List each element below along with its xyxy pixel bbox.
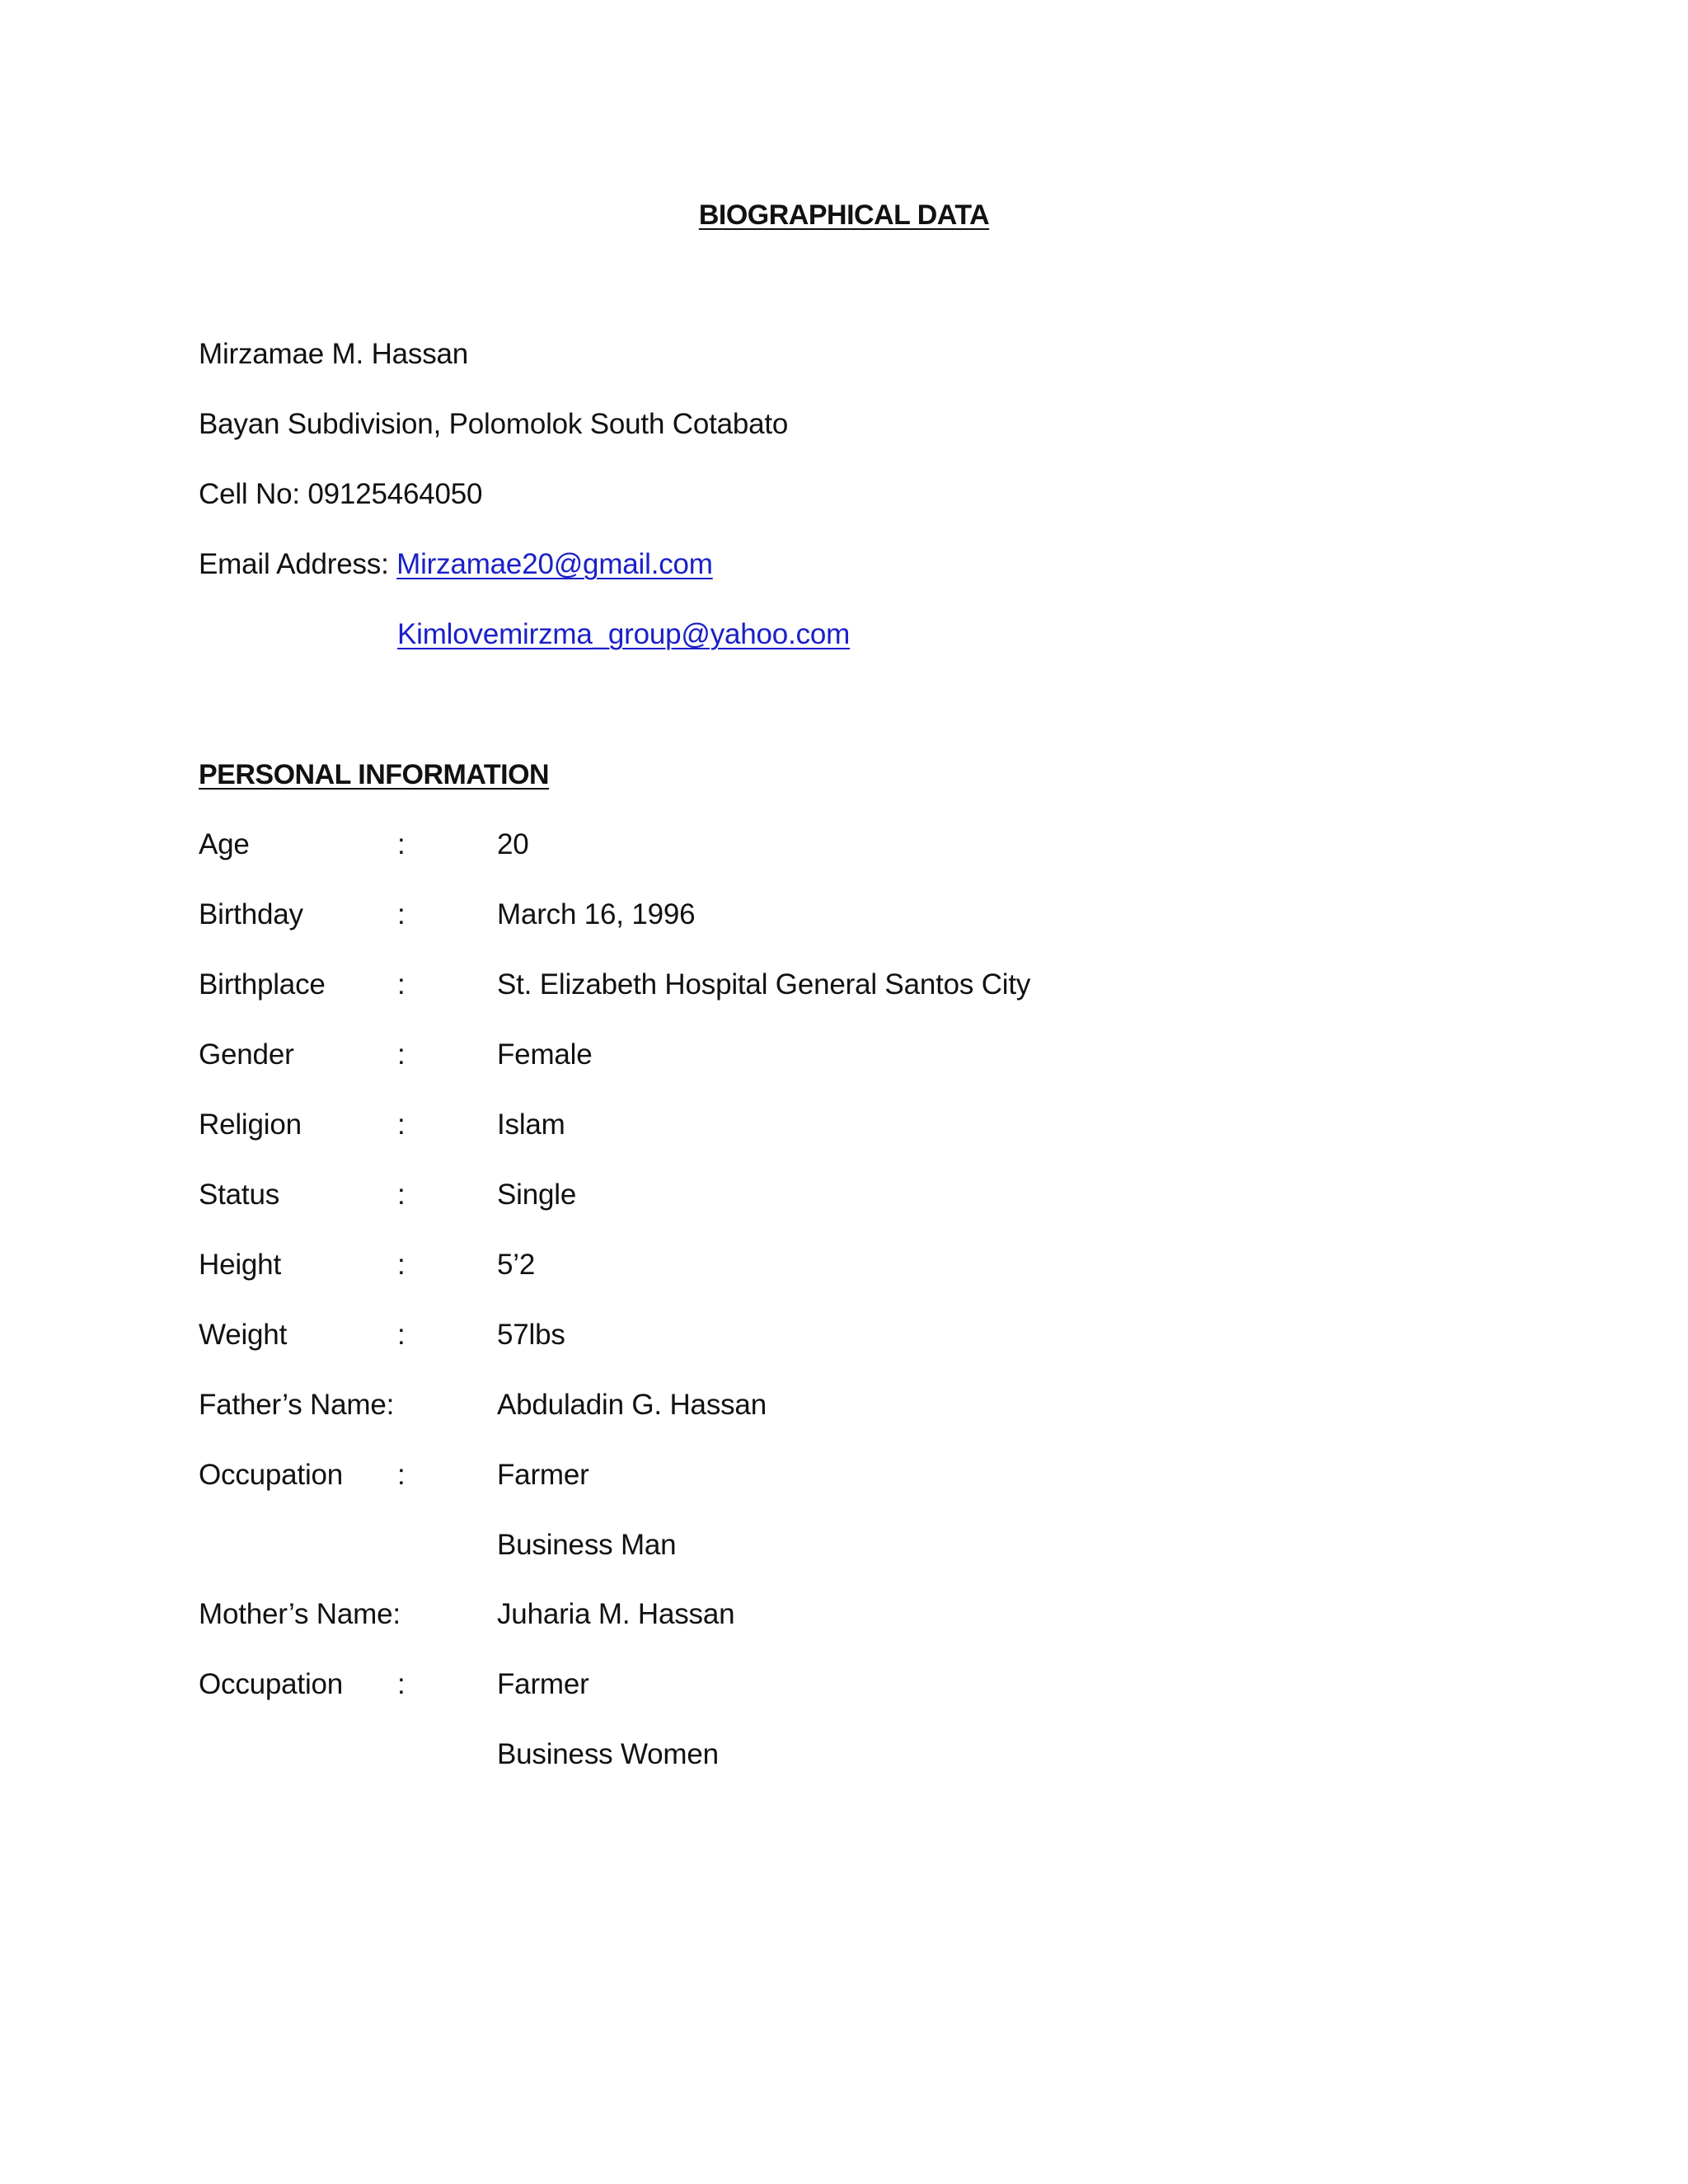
father-occupation-value: Farmer <box>497 1459 589 1491</box>
document-title: BIOGRAPHICAL DATA <box>698 199 990 231</box>
gender-colon: : <box>397 1038 406 1071</box>
email-link-secondary[interactable]: Kimlovemirzma_group@yahoo.com <box>397 618 851 650</box>
height-label: Height <box>199 1249 281 1281</box>
father-occupation-colon: : <box>397 1459 406 1491</box>
person-name: Mirzamae M. Hassan <box>199 338 469 370</box>
gender-value: Female <box>497 1038 593 1071</box>
mothers-name-label: Mother’s Name: <box>199 1598 401 1630</box>
age-colon: : <box>397 828 406 860</box>
mothers-name-value: Juharia M. Hassan <box>497 1598 735 1630</box>
father-occupation-label: Occupation <box>199 1459 344 1491</box>
status-colon: : <box>397 1179 406 1211</box>
weight-value: 57lbs <box>497 1319 565 1351</box>
birthplace-value: St. Elizabeth Hospital General Santos City <box>497 968 1031 1001</box>
mother-occupation-label: Occupation <box>199 1668 344 1700</box>
birthday-colon: : <box>397 898 406 930</box>
fathers-name-label: Father’s Name: <box>199 1389 395 1421</box>
height-value: 5’2 <box>497 1249 536 1281</box>
mother-occupation-colon: : <box>397 1668 406 1700</box>
mother-occupation-value: Farmer <box>497 1668 589 1700</box>
gender-label: Gender <box>199 1038 294 1071</box>
father-occupation-value-2: Business Man <box>497 1529 677 1561</box>
address: Bayan Subdivision, Polomolok South Cotabato <box>199 408 789 440</box>
birthplace-colon: : <box>397 968 406 1001</box>
email-link-primary[interactable]: Mirzamae20@gmail.com <box>396 548 713 580</box>
birthday-value: March 16, 1996 <box>497 898 696 930</box>
birthday-label: Birthday <box>199 898 303 930</box>
status-label: Status <box>199 1179 280 1211</box>
personal-information-heading: PERSONAL INFORMATION <box>199 759 550 790</box>
cell-number: Cell No: 09125464050 <box>199 478 483 510</box>
religion-label: Religion <box>199 1108 302 1141</box>
status-value: Single <box>497 1179 577 1211</box>
email-label: Email Address: <box>199 548 397 580</box>
email-row <box>199 550 713 579</box>
religion-colon: : <box>397 1108 406 1141</box>
weight-label: Weight <box>199 1319 288 1351</box>
height-colon: : <box>397 1249 406 1281</box>
fathers-name-value: Abduladin G. Hassan <box>497 1389 767 1421</box>
religion-value: Islam <box>497 1108 565 1141</box>
weight-colon: : <box>397 1319 406 1351</box>
age-value: 20 <box>497 828 529 860</box>
mother-occupation-value-2: Business Women <box>497 1738 719 1770</box>
birthplace-label: Birthplace <box>199 968 326 1001</box>
age-label: Age <box>199 828 250 860</box>
